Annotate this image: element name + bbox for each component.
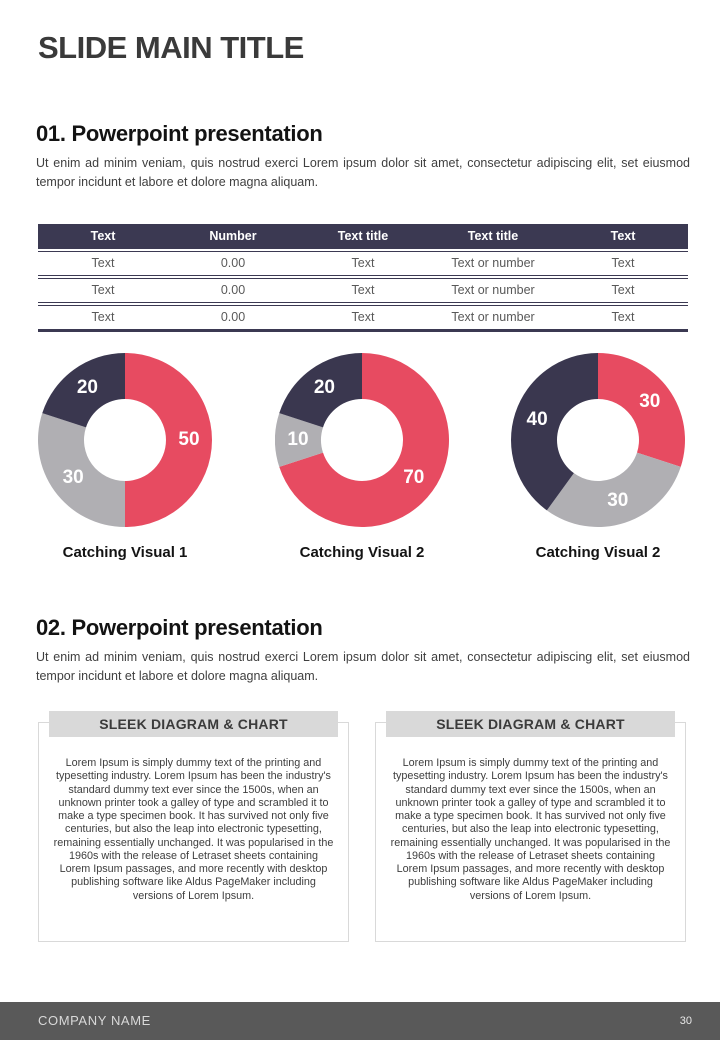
table-header-cell: Text [558,224,688,249]
slide-main-title: SLIDE MAIN TITLE [38,30,304,65]
table-cell: Text or number [428,278,558,303]
table-header-row [38,224,688,249]
section-01-heading: 01. Powerpoint presentation [36,121,323,146]
slice-value-label: 40 [526,409,548,431]
donut [38,353,212,527]
table-cell: Text [298,251,428,276]
slice-value-label: 20 [76,377,98,399]
slice-value-label: 30 [639,391,661,413]
table-cell: Text or number [428,305,558,332]
table-row [38,278,688,303]
chart-caption: Catching Visual 2 [299,544,425,561]
section-01 [36,121,690,193]
table-cell: Text [558,251,688,276]
card-title: SLEEK DIAGRAM & CHART [386,711,675,737]
table-cell: Text [38,305,168,332]
section-02-heading: 02. Powerpoint presentation [36,615,323,640]
chart-caption: Catching Visual 2 [535,544,661,561]
table-cell: Text [558,305,688,332]
section-01-body-text: Ut enim ad minim veniam, quis nostrud exerci Lorem ipsum dolor sit amet, consectetur adipiscing elit, set eiusmod tempor incidunt et labore et dolore magna aliquam. [36,156,690,190]
info-card [375,716,686,942]
table-row [38,305,688,332]
table-cell: Text or number [428,251,558,276]
table-header-cell: Text [38,224,168,249]
chart-caption: Catching Visual 1 [62,544,188,561]
section-02-body-text: Ut enim ad minim veniam, quis nostrud exerci Lorem ipsum dolor sit amet, consectetur adipiscing elit, set eiusmod tempor incidunt et labore et dolore magna aliquam. [36,650,690,684]
card-title: SLEEK DIAGRAM & CHART [49,711,338,737]
table-cell: Text [38,278,168,303]
slice-value-label: 30 [607,489,629,511]
donut-charts-row [0,353,720,568]
donut-chart-3 [487,353,709,561]
section-02 [36,615,690,687]
info-cards-row [38,711,686,942]
card-body-text: Lorem Ipsum is simply dummy text of the printing and typesetting industry. Lorem Ipsum has been the industry's standard dummy text ever since the 1500s, when an unknown printer took a galley of type and scrambled it to make a type specimen book. It has survived not only five centuries, but also the leap into electronic typesetting, remaining essentially unchanged. It was popularised in the 1960s with the release of Letraset sheets containing Lorem Ipsum passages, and more recently with desktop publishing software like Aldus PageMaker including versions of Lorem Ipsum. [53,757,334,902]
data-table [38,222,688,334]
table-cell: Text [298,278,428,303]
table-header [38,224,688,249]
donut [511,353,685,527]
slice-value-label: 50 [178,429,200,450]
donut [275,353,449,527]
table-header-cell: Text title [428,224,558,249]
table-header-cell: Number [168,224,298,249]
table-cell: Text [38,251,168,276]
footer-page-number: 30 [679,1015,692,1027]
table-row [38,251,688,276]
data-table-wrap [38,222,688,334]
slice-value-label: 70 [403,466,425,488]
table-cell: Text [558,278,688,303]
table-cell: Text [298,305,428,332]
donut-chart-1 [14,353,236,561]
donut-svg [511,353,685,527]
card-body-text: Lorem Ipsum is simply dummy text of the printing and typesetting industry. Lorem Ipsum has been the industry's standard dummy text ever since the 1500s, when an unknown printer took a galley of type and scrambled it to make a type specimen book. It has survived not only five centuries, but also the leap into electronic typesetting, remaining essentially unchanged. It was popularised in the 1960s with the release of Letraset sheets containing Lorem Ipsum passages, and more recently with desktop publishing software like Aldus PageMaker including versions of Lorem Ipsum. [390,757,671,902]
table-header-cell: Text title [298,224,428,249]
footer-bar [0,1002,720,1040]
slice-value-label: 10 [287,429,309,450]
table-cell: 0.00 [168,251,298,276]
footer-company-name: COMPANY NAME [38,1013,151,1028]
table-cell: 0.00 [168,278,298,303]
table-body [38,251,688,332]
slice-value-label: 20 [313,377,335,399]
table-cell: 0.00 [168,305,298,332]
donut-chart-2 [251,353,473,561]
info-card [38,716,349,942]
slice-value-label: 30 [62,466,84,488]
